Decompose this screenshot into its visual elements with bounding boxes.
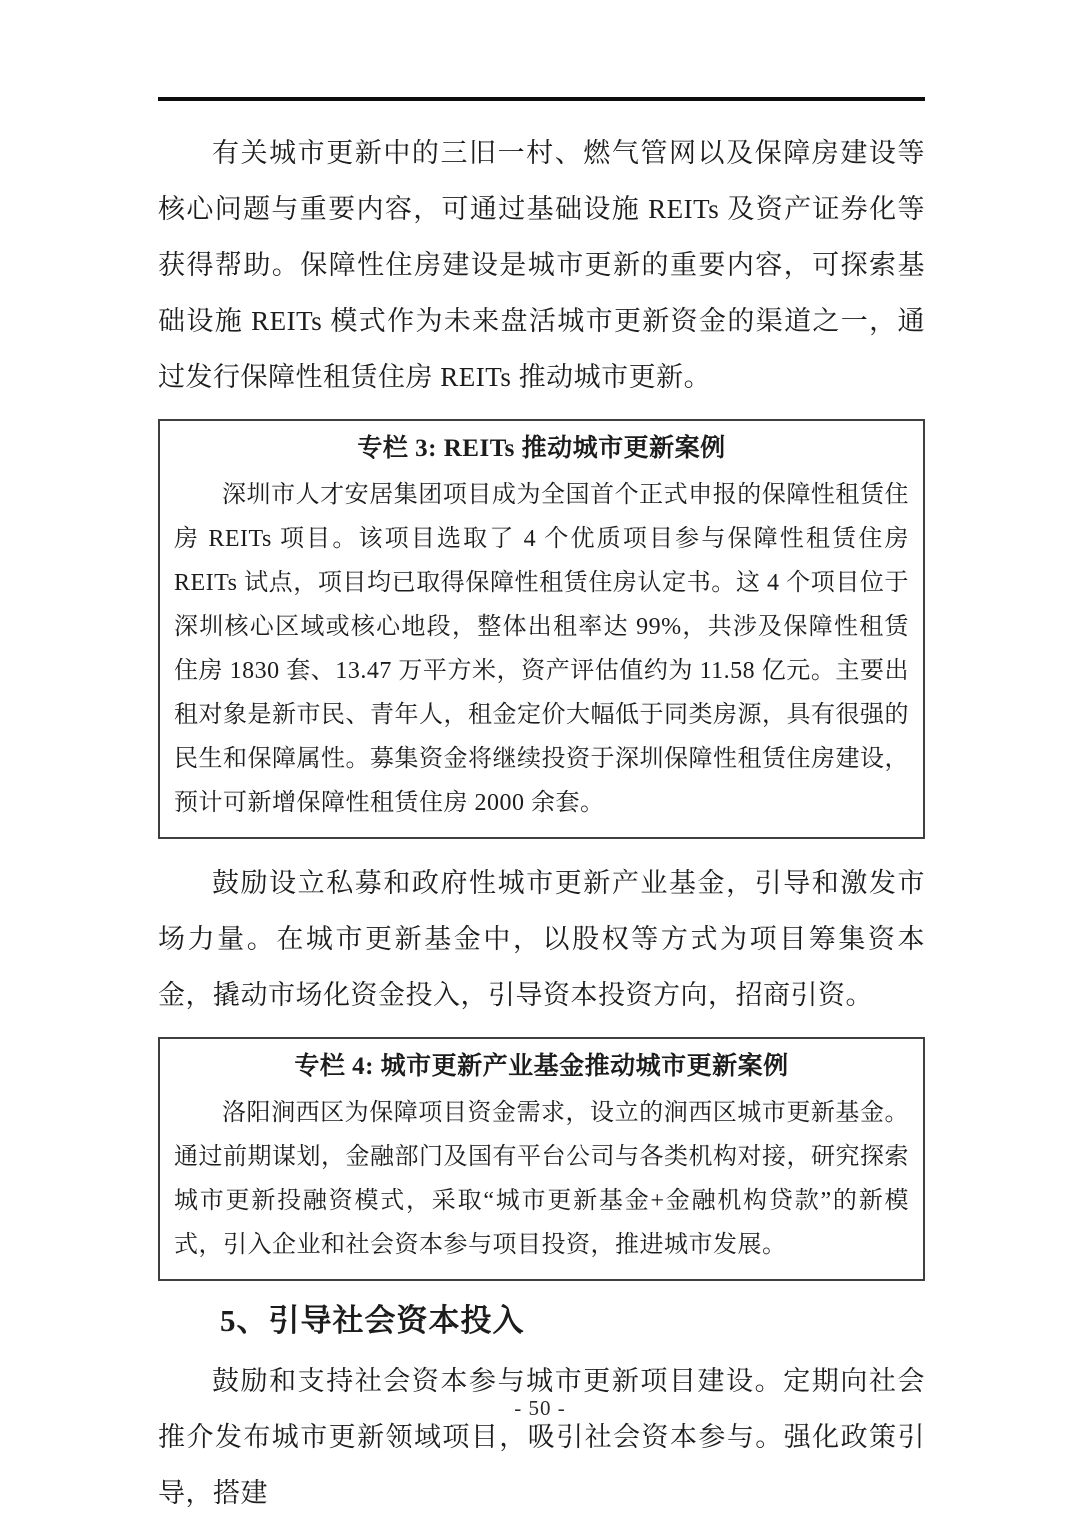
paragraph-reits-overview: 有关城市更新中的三旧一村、燃气管网以及保障房建设等核心问题与重要内容，可通过基础设施 REITs 及资产证券化等获得帮助。保障性住房建设是城市更新的重要内容，可探索基础设施 REITs 模式作为未来盘活城市更新资金的渠道之一，通过发行保障性租赁住房 REITs 推动城市更新。: [158, 138, 925, 392]
box-3-body: 深圳市人才安居集团项目成为全国首个正式申报的保障性租赁住房 REITs 项目。该项目选取了 4 个优质项目参与保障性租赁住房 REITs 试点，项目均已取得保障性租赁住房认定书。这 4 个项目位于深圳核心区域或核心地段，整体出租率达 99%，共涉及保障性租赁住房 1830 套、13.47 万平方米，资产评估值约为 11.58 亿元。主要出租对象是新市民、青年人，租金定价大幅低于同类房源，具有很强的民生和保障属性。募集资金将继续投资于深圳保障性租赁住房建设，预计可新增保障性租赁住房 2000 余套。: [174, 482, 909, 816]
box-4-title: 专栏 4: 城市更新产业基金推动城市更新案例: [294, 1053, 789, 1080]
box-3-title: 专栏 3: REITs 推动城市更新案例: [357, 435, 726, 462]
callout-box-4: [158, 1037, 925, 1281]
header-rule: [158, 97, 925, 101]
box-4-body: 洛阳涧西区为保障项目资金需求，设立的涧西区城市更新基金。通过前期谋划，金融部门及国有平台公司与各类机构对接，研究探索城市更新投融资模式，采取“城市更新基金+金融机构贷款”的新模式，引入企业和社会资本参与项目投资，推进城市发展。: [174, 1100, 909, 1258]
callout-box-3: [158, 419, 925, 839]
paragraph-social-capital: 鼓励和支持社会资本参与城市更新项目建设。定期向社会推介发布城市更新领域项目，吸引社会资本参与。强化政策引导，搭建: [158, 1366, 925, 1508]
paragraph-fund-overview: 鼓励设立私募和政府性城市更新产业基金，引导和激发市场力量。在城市更新基金中，以股权等方式为项目筹集资本金，撬动市场化资金投入，引导资本投资方向，招商引资。: [158, 868, 925, 1010]
section-heading-5: 5、引导社会资本投入: [220, 1303, 525, 1338]
page-number: - 50 -: [514, 1396, 566, 1420]
